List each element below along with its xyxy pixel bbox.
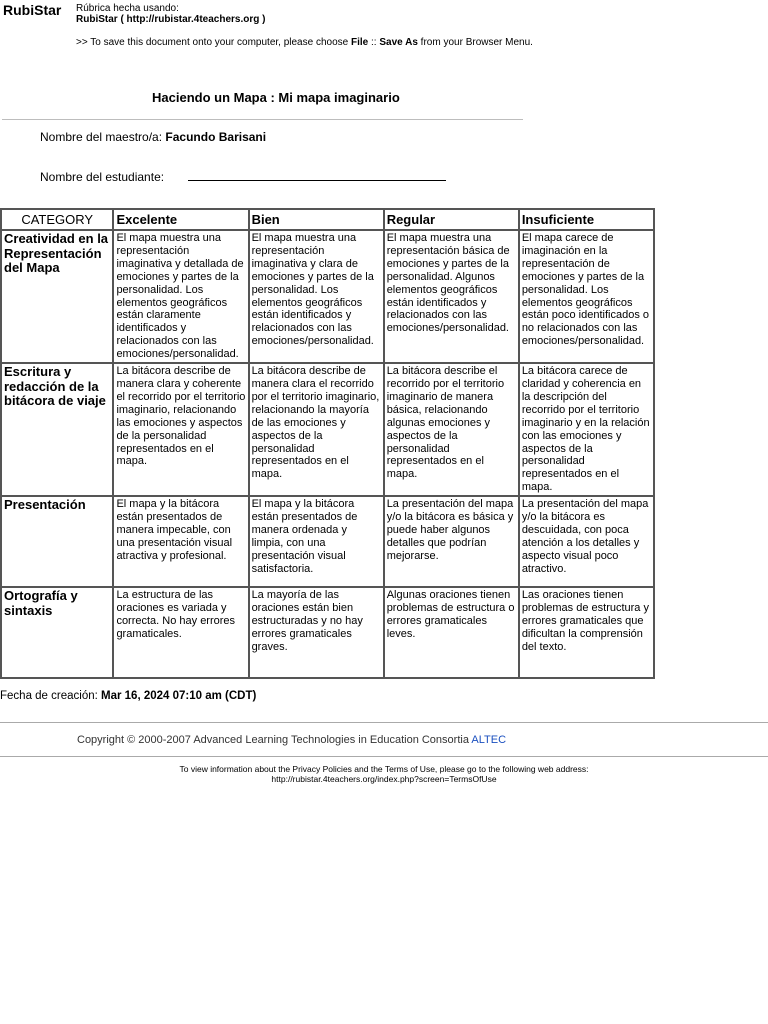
row-cell: La presentación del mapa y/o la bitácora es básica y puede haber algunos detalles que podrían mejorarse. bbox=[384, 496, 519, 587]
row-cell: El mapa y la bitácora están presentados de manera impecable, con una presentación visual atractiva y profesional. bbox=[113, 496, 248, 587]
student-line bbox=[40, 168, 446, 184]
row-category: Presentación bbox=[1, 496, 113, 587]
row-cell: El mapa muestra una representación imaginativa y clara de emociones y partes de la personalidad. Los elementos geográficos están identificados y relacionados con las emociones/personalidad. bbox=[249, 230, 384, 363]
row-cell: La bitácora describe de manera clara y coherente el recorrido por el territorio imaginario, relacionando las emociones y aspectos de la personalidad representados en el mapa. bbox=[113, 363, 248, 496]
terms-line: To view information about the Privacy Policies and the Terms of Use, please go to the following web address: bbox=[179, 764, 589, 774]
header-excelente: Excelente bbox=[113, 209, 248, 230]
save-separator: :: bbox=[368, 37, 380, 48]
creation-date bbox=[0, 690, 256, 702]
rubric-table bbox=[0, 208, 655, 679]
row-cell: La estructura de las oraciones es variada y correcta. No hay errores gramaticales. bbox=[113, 587, 248, 678]
save-as-menu: Save As bbox=[379, 37, 418, 48]
footer-divider-top bbox=[0, 722, 768, 723]
save-prefix: >> To save this document onto your computer, please choose bbox=[76, 37, 351, 48]
row-cell: El mapa carece de imaginación en la representación de emociones y partes de la personalidad. Los elementos geográficos están poco identificados o no relacionados con las emociones/personalidad. bbox=[519, 230, 654, 363]
row-cell: La presentación del mapa y/o la bitácora es descuidada, con poca atención a los detalles y aspecto visual poco atractivo. bbox=[519, 496, 654, 587]
student-label: Nombre del estudiante: bbox=[40, 170, 165, 184]
header-regular: Regular bbox=[384, 209, 519, 230]
footer-divider-bottom bbox=[0, 756, 768, 757]
row-cell: La bitácora describe el recorrido por el territorio imaginario de manera básica, relacionando algunas emociones y aspectos de la personalidad representados en el mapa. bbox=[384, 363, 519, 496]
brand-logo-text: RubiStar bbox=[3, 2, 62, 18]
teacher-label: Nombre del maestro/a: bbox=[40, 130, 163, 144]
terms-url: http://rubistar.4teachers.org/index.php?screen=TermsOfUse bbox=[271, 774, 497, 784]
header-insuficiente: Insuficiente bbox=[519, 209, 654, 230]
row-cell: Las oraciones tienen problemas de estructura y errores gramaticales que dificultan la comprensión del texto. bbox=[519, 587, 654, 678]
teacher-line bbox=[40, 130, 266, 144]
student-name-blank bbox=[188, 168, 446, 181]
row-cell: El mapa y la bitácora están presentados de manera ordenada y limpia, con una presentación visual satisfactoria. bbox=[249, 496, 384, 587]
page-title: Haciendo un Mapa : Mi mapa imaginario bbox=[152, 90, 400, 105]
save-file-menu: File bbox=[351, 37, 369, 48]
save-instructions bbox=[76, 37, 533, 48]
creation-date-value: Mar 16, 2024 07:10 am (CDT) bbox=[101, 690, 257, 702]
row-cell: La mayoría de las oraciones están bien estructuradas y no hay errores gramaticales graves. bbox=[249, 587, 384, 678]
row-cell: La bitácora carece de claridad y coherencia en la descripción del recorrido por el territorio imaginario y en la relación con las emociones y aspectos de la personalidad representados en el mapa. bbox=[519, 363, 654, 496]
made-with-block bbox=[76, 3, 265, 25]
row-cell: El mapa muestra una representación imaginativa y detallada de emociones y partes de la personalidad. Los elementos geográficos están claramente identificados y relacionados con las emociones/personalidad. bbox=[113, 230, 248, 363]
table-row bbox=[1, 587, 654, 678]
teacher-name: Facundo Barisani bbox=[165, 130, 267, 144]
header-category: CATEGORY bbox=[1, 209, 113, 230]
row-cell: Algunas oraciones tienen problemas de estructura o errores gramaticales leves. bbox=[384, 587, 519, 678]
table-row bbox=[1, 496, 654, 587]
row-category: Escritura y redacción de la bitácora de viaje bbox=[1, 363, 113, 496]
save-suffix: from your Browser Menu. bbox=[417, 37, 533, 48]
row-category: Ortografía y sintaxis bbox=[1, 587, 113, 678]
terms-of-use-note bbox=[0, 764, 768, 784]
copyright-line bbox=[77, 734, 506, 746]
made-with-site: RubiStar ( http://rubistar.4teachers.org ) bbox=[76, 14, 266, 25]
row-cell: La bitácora describe de manera clara el recorrido por el territorio imaginario, relacionando la mayoría de las emociones y aspectos de la personalidad representados en el mapa. bbox=[249, 363, 384, 496]
table-row bbox=[1, 363, 654, 496]
rubric-header-row bbox=[1, 209, 654, 230]
row-cell: El mapa muestra una representación básica de emociones y partes de la personalidad. Algunos elementos geográficos están identificados y relacionados con las emociones/personalidad. bbox=[384, 230, 519, 363]
table-row bbox=[1, 230, 654, 363]
copyright-text: Copyright © 2000-2007 Advanced Learning Technologies in Education Consortia bbox=[77, 734, 472, 746]
creation-date-label: Fecha de creación: bbox=[0, 690, 98, 702]
made-with-label: Rúbrica hecha usando: bbox=[76, 3, 179, 14]
altec-link[interactable]: ALTEC bbox=[471, 734, 507, 746]
row-category: Creatividad en la Representación del Mapa bbox=[1, 230, 113, 363]
header-bien: Bien bbox=[249, 209, 384, 230]
title-divider bbox=[2, 119, 523, 120]
